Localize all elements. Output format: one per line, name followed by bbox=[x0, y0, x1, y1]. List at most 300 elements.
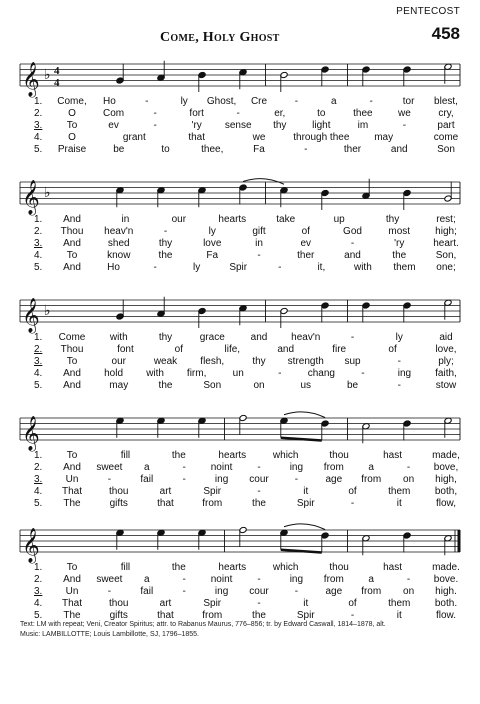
note bbox=[280, 71, 288, 92]
syllable: it bbox=[396, 498, 402, 509]
verse-line bbox=[0, 238, 480, 250]
verse-number: 1. bbox=[34, 450, 43, 461]
verse-line bbox=[0, 108, 480, 120]
syllable-hyphen: - bbox=[402, 120, 407, 131]
syllable: thou bbox=[329, 562, 349, 573]
syllable: Praise bbox=[57, 144, 87, 155]
syllable: of bbox=[348, 486, 357, 497]
syllable: to bbox=[161, 144, 170, 155]
syllable: may bbox=[109, 380, 129, 391]
syllable: heart. bbox=[433, 238, 459, 249]
syllable-hyphen: - bbox=[278, 368, 282, 379]
syllable-hyphen: - bbox=[397, 380, 401, 391]
syllable: age bbox=[325, 586, 343, 597]
syllable-hyphen: - bbox=[350, 498, 355, 509]
verse-number: 2. bbox=[34, 574, 43, 585]
syllable-hyphen: - bbox=[294, 96, 299, 107]
syllable: Cre bbox=[250, 96, 268, 107]
staff-3 bbox=[0, 286, 480, 333]
syllable: thy bbox=[158, 332, 173, 343]
syllable-hyphen: - bbox=[406, 574, 411, 585]
syllable-hyphen: - bbox=[236, 108, 240, 119]
syllable: be bbox=[113, 144, 125, 155]
syllable: ing bbox=[214, 474, 229, 485]
syllable: font bbox=[117, 344, 134, 355]
syllable: take bbox=[276, 214, 296, 225]
syllable: fill bbox=[120, 450, 131, 461]
syllable: it, bbox=[317, 262, 326, 273]
treble-clef-icon: 𝄞 bbox=[22, 298, 40, 333]
syllable-hyphen: - bbox=[369, 96, 373, 107]
syllable-hyphen: - bbox=[304, 144, 308, 155]
note bbox=[403, 189, 411, 210]
syllable: er, bbox=[274, 108, 286, 119]
treble-clef-icon: 𝄞 bbox=[22, 62, 40, 97]
syllable: ther bbox=[297, 250, 315, 261]
verse-number: 2. bbox=[34, 344, 43, 355]
syllable: Ho bbox=[107, 262, 120, 273]
syllable: And bbox=[63, 238, 81, 249]
verse-number: 4. bbox=[34, 250, 43, 261]
verse-line bbox=[0, 380, 480, 392]
syllable: cour bbox=[249, 586, 269, 597]
syllable: firm, bbox=[186, 368, 207, 379]
syllable: gifts bbox=[109, 610, 128, 621]
syllable: hearts bbox=[218, 562, 247, 573]
syllable: hold bbox=[104, 368, 123, 379]
syllable: thou bbox=[109, 486, 129, 497]
verse-line bbox=[0, 562, 480, 574]
music-credit: Music: LAMBILLOTTE; Louis Lambillotte, SJ, 1796–1855. bbox=[20, 631, 199, 638]
verse-number: 5. bbox=[34, 498, 43, 509]
syllable: fill bbox=[120, 562, 131, 573]
syllable-hyphen: - bbox=[153, 262, 157, 273]
syllable: on bbox=[403, 474, 415, 485]
syllable: aid bbox=[439, 332, 453, 343]
syllable: ly bbox=[395, 332, 403, 343]
syllable: grace bbox=[199, 332, 225, 343]
note bbox=[321, 66, 329, 87]
syllable: a bbox=[368, 462, 374, 473]
syllable: that bbox=[157, 498, 174, 509]
syllable-hyphen: - bbox=[350, 332, 355, 343]
syllable: And bbox=[63, 214, 81, 225]
verse-line bbox=[0, 262, 480, 274]
syllable-hyphen: - bbox=[257, 486, 261, 497]
syllable: both, bbox=[434, 486, 458, 497]
syllable: up bbox=[333, 214, 345, 225]
syllable: Ho bbox=[102, 96, 116, 107]
syllable: fail bbox=[140, 586, 154, 597]
syllable: with bbox=[353, 262, 372, 273]
syllable: from bbox=[361, 586, 382, 597]
syllable: God bbox=[343, 226, 362, 237]
syllable: we bbox=[398, 108, 411, 119]
verse-number: 2. bbox=[34, 462, 43, 473]
note bbox=[239, 184, 247, 205]
note bbox=[239, 526, 247, 547]
syllable-hyphen: - bbox=[257, 598, 261, 609]
syllable: weak bbox=[153, 356, 178, 367]
syllable: ly bbox=[180, 96, 188, 107]
syllable: high. bbox=[435, 586, 457, 597]
note bbox=[321, 302, 329, 323]
verse-number: 3. bbox=[34, 120, 43, 131]
verse-line bbox=[0, 574, 480, 586]
verse-line bbox=[0, 474, 480, 486]
syllable: the bbox=[158, 380, 173, 391]
syllable-hyphen: - bbox=[397, 356, 401, 367]
syllable: flow. bbox=[435, 610, 457, 621]
syllable: heav'n bbox=[291, 332, 321, 343]
verse-line bbox=[0, 214, 480, 226]
verse-number: 4. bbox=[34, 598, 43, 609]
syllable: That bbox=[61, 598, 83, 609]
note bbox=[280, 307, 288, 328]
system-4 bbox=[0, 404, 480, 516]
verse-line bbox=[0, 120, 480, 132]
verse-line bbox=[0, 96, 480, 108]
season-label: PENTECOST bbox=[396, 6, 460, 17]
syllable: and bbox=[250, 332, 268, 343]
syllable: it bbox=[303, 486, 309, 497]
staff-5 bbox=[0, 516, 480, 563]
syllable-hyphen: - bbox=[294, 586, 299, 597]
verse-number: 3. bbox=[34, 586, 43, 597]
syllable-hyphen: - bbox=[257, 574, 261, 585]
syllable: Come, bbox=[57, 96, 87, 107]
syllable: know bbox=[107, 250, 131, 261]
verse-number: 5. bbox=[34, 380, 43, 391]
syllable: faith, bbox=[435, 368, 457, 379]
verse-number: 4. bbox=[34, 368, 43, 379]
verse-line bbox=[0, 586, 480, 598]
syllable: a bbox=[144, 574, 150, 585]
verse-number: 1. bbox=[34, 96, 43, 107]
syllable: And bbox=[63, 380, 81, 391]
syllable: which bbox=[272, 450, 299, 461]
verse-line bbox=[0, 462, 480, 474]
syllable: blest, bbox=[434, 96, 458, 107]
verse-number: 4. bbox=[34, 486, 43, 497]
syllable: the bbox=[171, 562, 186, 573]
flat-icon: ♭ bbox=[44, 67, 51, 83]
syllable: ev bbox=[300, 238, 312, 249]
syllable: And bbox=[63, 368, 81, 379]
syllable: ly bbox=[208, 226, 216, 237]
syllable: cour bbox=[249, 474, 269, 485]
staff-1 bbox=[0, 50, 480, 97]
syllable: rest; bbox=[436, 214, 456, 225]
syllable: To bbox=[66, 562, 78, 573]
syllable: of bbox=[174, 344, 184, 355]
syllable: ing bbox=[289, 462, 304, 473]
verse-line bbox=[0, 132, 480, 144]
syllable: noint bbox=[210, 574, 233, 585]
verse-line bbox=[0, 344, 480, 356]
staff-2 bbox=[0, 168, 480, 215]
syllable: grant bbox=[122, 132, 146, 143]
syllable: fire bbox=[332, 344, 347, 355]
verse-number: 1. bbox=[34, 332, 43, 343]
verse-number: 2. bbox=[34, 108, 43, 119]
syllable-hyphen: - bbox=[182, 586, 186, 597]
syllable: ing bbox=[289, 574, 304, 585]
syllable: hearts bbox=[218, 214, 247, 225]
syllable: the bbox=[252, 498, 266, 509]
slur bbox=[243, 179, 284, 185]
syllable: light bbox=[312, 120, 331, 131]
syllable-hyphen: - bbox=[107, 586, 112, 597]
syllable: To bbox=[66, 120, 78, 131]
syllable: hast bbox=[383, 450, 403, 461]
syllable: be bbox=[346, 380, 359, 391]
syllable: and bbox=[344, 250, 361, 261]
syllable: the bbox=[392, 250, 407, 261]
syllable: made. bbox=[432, 562, 460, 573]
syllable-hyphen: - bbox=[182, 574, 186, 585]
verse-line bbox=[0, 356, 480, 368]
syllable: 'ry bbox=[191, 120, 202, 131]
syllable-hyphen: - bbox=[182, 474, 186, 485]
syllable: age bbox=[325, 474, 343, 485]
verse-line bbox=[0, 226, 480, 238]
slur bbox=[284, 412, 325, 418]
syllable-hyphen: - bbox=[278, 262, 282, 273]
verse-line bbox=[0, 332, 480, 344]
syllable: Spir bbox=[203, 486, 222, 497]
syllable: a bbox=[331, 96, 337, 107]
syllable: of bbox=[388, 344, 397, 355]
syllable-hyphen: - bbox=[257, 462, 261, 473]
treble-clef-icon: 𝄞 bbox=[22, 416, 40, 451]
syllable: ther bbox=[343, 144, 362, 155]
syllable: That bbox=[61, 486, 83, 497]
syllable: gifts bbox=[109, 498, 128, 509]
syllable: Un bbox=[65, 474, 79, 485]
text-credit: Text: LM with repeat; Veni, Creator Spiritus; attr. to Rabanus Maurus, 776–856; tr. by Edward Caswall, 1814–1878, alt. bbox=[20, 621, 386, 628]
syllable: on bbox=[253, 380, 265, 391]
staff-4 bbox=[0, 404, 480, 451]
note bbox=[362, 302, 370, 323]
verse-number: 3. bbox=[34, 238, 43, 249]
syllable-hyphen: - bbox=[153, 108, 157, 119]
syllable: our bbox=[111, 356, 126, 367]
hymn-title: Come, Holy Ghost bbox=[160, 30, 280, 45]
syllable: thou bbox=[329, 450, 349, 461]
syllable: bove. bbox=[433, 574, 459, 585]
syllable: Fa bbox=[206, 250, 219, 261]
note bbox=[198, 307, 206, 328]
syllable: stow bbox=[435, 380, 457, 391]
syllable-hyphen: - bbox=[182, 462, 186, 473]
syllable-hyphen: - bbox=[361, 368, 365, 379]
credits bbox=[20, 620, 386, 640]
syllable: The bbox=[63, 498, 81, 509]
syllable: sup bbox=[344, 356, 361, 367]
syllable: ly bbox=[193, 262, 201, 273]
verse-number: 5. bbox=[34, 610, 43, 621]
syllable: To bbox=[66, 250, 78, 261]
syllable: art bbox=[159, 486, 172, 497]
note bbox=[116, 300, 124, 321]
syllable: thy bbox=[273, 120, 287, 131]
syllable: from bbox=[323, 462, 344, 473]
syllable: from bbox=[202, 610, 223, 621]
syllable: Son, bbox=[435, 250, 457, 261]
syllable: Thou bbox=[60, 226, 84, 237]
syllable: both. bbox=[434, 598, 458, 609]
slur bbox=[284, 524, 325, 530]
verse-line bbox=[0, 498, 480, 510]
syllable: O bbox=[68, 132, 76, 143]
syllable-hyphen: - bbox=[145, 96, 149, 107]
verse-number: 5. bbox=[34, 144, 43, 155]
verse-line bbox=[0, 250, 480, 262]
syllable-hyphen: - bbox=[350, 610, 355, 621]
syllable: gift bbox=[252, 226, 266, 237]
syllable: thy bbox=[158, 238, 173, 249]
syllable: 'ry bbox=[394, 238, 405, 249]
syllable: Spir bbox=[203, 598, 222, 609]
syllable: thou bbox=[109, 598, 129, 609]
syllable: chang bbox=[307, 368, 335, 379]
syllable: ing bbox=[214, 586, 229, 597]
syllable: a bbox=[368, 574, 374, 585]
syllable: love, bbox=[435, 344, 457, 355]
syllable: come bbox=[433, 132, 459, 143]
note bbox=[239, 414, 247, 435]
time-signature-top: 4 bbox=[54, 65, 60, 77]
syllable-hyphen: - bbox=[350, 238, 355, 249]
flat-icon: ♭ bbox=[44, 185, 51, 201]
syllable: we bbox=[252, 132, 266, 143]
system-2 bbox=[0, 168, 480, 280]
syllable: cry, bbox=[438, 108, 454, 119]
note bbox=[321, 420, 329, 441]
syllable: with bbox=[109, 332, 128, 343]
syllable: To bbox=[66, 450, 78, 461]
verse-number: 1. bbox=[34, 214, 43, 225]
syllable: it bbox=[303, 598, 309, 609]
syllable: from bbox=[202, 498, 223, 509]
syllable-hyphen: - bbox=[163, 226, 168, 237]
syllable: And bbox=[63, 462, 81, 473]
syllable: our bbox=[171, 214, 187, 225]
syllable: Come bbox=[58, 332, 86, 343]
syllable: with bbox=[146, 368, 165, 379]
syllable: them bbox=[388, 486, 411, 497]
note bbox=[116, 64, 124, 85]
syllable: to bbox=[317, 108, 326, 119]
treble-clef-icon: 𝄞 bbox=[22, 180, 40, 215]
syllable-hyphen: - bbox=[257, 250, 261, 261]
syllable: of bbox=[348, 598, 357, 609]
syllable: a bbox=[144, 462, 150, 473]
syllable: flesh, bbox=[200, 356, 225, 367]
note bbox=[403, 532, 411, 553]
syllable: The bbox=[63, 610, 81, 621]
syllable: in bbox=[255, 238, 263, 249]
syllable: fail bbox=[140, 474, 154, 485]
syllable: art bbox=[159, 598, 172, 609]
note bbox=[321, 189, 329, 210]
syllable-hyphen: - bbox=[107, 474, 112, 485]
note bbox=[444, 182, 452, 203]
syllable: flow, bbox=[435, 498, 457, 509]
syllable: and bbox=[390, 144, 408, 155]
syllable: shed bbox=[107, 238, 130, 249]
syllable: the bbox=[171, 450, 186, 461]
syllable: im bbox=[357, 120, 369, 131]
syllable: from bbox=[323, 574, 344, 585]
syllable: And bbox=[63, 262, 81, 273]
syllable: ply; bbox=[438, 356, 454, 367]
syllable: thee bbox=[353, 108, 373, 119]
syllable: sweet bbox=[96, 574, 123, 585]
syllable: Spir bbox=[296, 498, 315, 509]
syllable-hyphen: - bbox=[406, 462, 411, 473]
syllable: Spir bbox=[229, 262, 248, 273]
syllable-hyphen: - bbox=[153, 120, 157, 131]
verse-line bbox=[0, 450, 480, 462]
syllable: and bbox=[277, 344, 295, 355]
syllable: it bbox=[396, 610, 402, 621]
syllable: them bbox=[393, 262, 416, 273]
syllable: fort bbox=[189, 108, 204, 119]
syllable: un bbox=[232, 368, 244, 379]
syllable: O bbox=[68, 108, 76, 119]
syllable: through thee bbox=[293, 132, 350, 143]
syllable: ing bbox=[397, 368, 412, 379]
note bbox=[362, 66, 370, 87]
syllable: noint bbox=[210, 462, 233, 473]
syllable: Thou bbox=[60, 344, 84, 355]
syllable: tor bbox=[402, 96, 415, 107]
syllable: love bbox=[203, 238, 222, 249]
syllable: which bbox=[272, 562, 299, 573]
syllable-hyphen: - bbox=[294, 474, 299, 485]
syllable: most bbox=[388, 226, 411, 237]
syllable: high, bbox=[435, 474, 457, 485]
syllable: on bbox=[403, 586, 415, 597]
syllable: the bbox=[158, 250, 173, 261]
note bbox=[403, 302, 411, 323]
verse-number: 5. bbox=[34, 262, 43, 273]
syllable: Fa bbox=[253, 144, 265, 155]
syllable: Com bbox=[102, 108, 125, 119]
hymn-number: 458 bbox=[431, 24, 460, 43]
syllable: hearts bbox=[218, 450, 247, 461]
syllable: thee, bbox=[201, 144, 224, 155]
syllable: And bbox=[63, 574, 81, 585]
syllable: hast bbox=[383, 562, 403, 573]
syllable: To bbox=[66, 356, 78, 367]
syllable: us bbox=[300, 380, 312, 391]
time-signature-bottom: 4 bbox=[54, 77, 60, 89]
verse-number: 1. bbox=[34, 562, 43, 573]
syllable: Ghost, bbox=[206, 96, 237, 107]
verse-line bbox=[0, 144, 480, 156]
system-5 bbox=[0, 516, 480, 628]
syllable: strength bbox=[287, 356, 324, 367]
flat-icon: ♭ bbox=[44, 303, 51, 319]
syllable: Un bbox=[65, 586, 79, 597]
syllable: high; bbox=[435, 226, 457, 237]
syllable: sweet bbox=[96, 462, 123, 473]
note bbox=[403, 420, 411, 441]
syllable: may bbox=[374, 132, 394, 143]
